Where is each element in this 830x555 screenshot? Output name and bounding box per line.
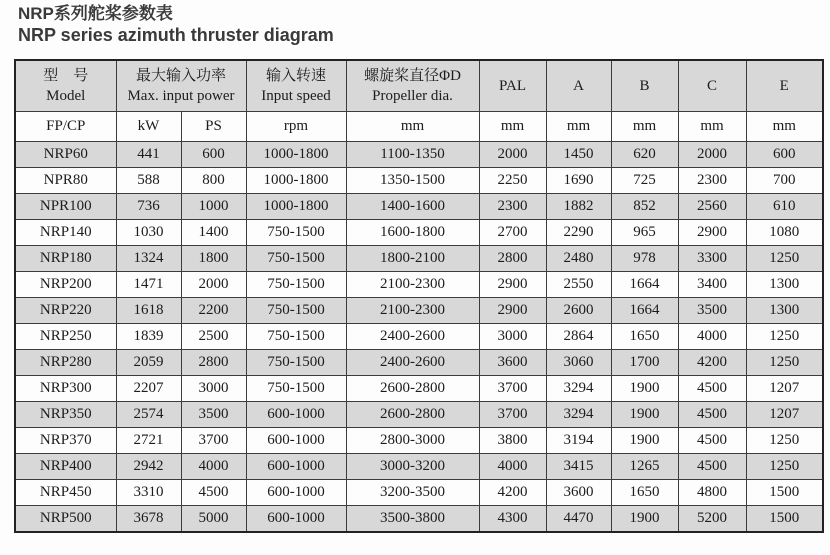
value-cell: 1324 <box>116 245 181 271</box>
value-cell: 3060 <box>546 349 611 375</box>
unit-propeller: mm <box>346 111 479 141</box>
model-cell: NRP300 <box>15 375 116 401</box>
value-cell: 1000-1800 <box>246 141 346 167</box>
unit-rpm: rpm <box>246 111 346 141</box>
value-cell: 4300 <box>479 505 546 532</box>
value-cell: 2200 <box>181 297 246 323</box>
value-cell: 4470 <box>546 505 611 532</box>
table-row <box>15 401 823 427</box>
model-cell: NPR100 <box>15 193 116 219</box>
value-cell: 3700 <box>479 375 546 401</box>
value-cell: 2600 <box>546 297 611 323</box>
value-cell: 3415 <box>546 453 611 479</box>
value-cell: 1650 <box>611 479 678 505</box>
value-cell: 600 <box>746 141 823 167</box>
model-cell: NRP400 <box>15 453 116 479</box>
header-max-input-power-en: Max. input power <box>127 87 235 104</box>
value-cell: 2300 <box>678 167 746 193</box>
value-cell: 3200-3500 <box>346 479 479 505</box>
model-cell: NRP140 <box>15 219 116 245</box>
value-cell: 725 <box>611 167 678 193</box>
value-cell: 736 <box>116 193 181 219</box>
value-cell: 1900 <box>611 505 678 532</box>
value-cell: 2000 <box>678 141 746 167</box>
value-cell: 600-1000 <box>246 453 346 479</box>
value-cell: 4200 <box>678 349 746 375</box>
value-cell: 441 <box>116 141 181 167</box>
value-cell: 1250 <box>746 453 823 479</box>
value-cell: 3300 <box>678 245 746 271</box>
value-cell: 1664 <box>611 297 678 323</box>
header-input-speed-en: Input speed <box>261 87 331 104</box>
value-cell: 2500 <box>181 323 246 349</box>
value-cell: 2550 <box>546 271 611 297</box>
page-titles <box>0 0 830 47</box>
unit-b: mm <box>611 111 678 141</box>
value-cell: 1000-1800 <box>246 193 346 219</box>
value-cell: 3310 <box>116 479 181 505</box>
value-cell: 2100-2300 <box>346 271 479 297</box>
value-cell: 3800 <box>479 427 546 453</box>
table-row <box>15 167 823 193</box>
value-cell: 4500 <box>181 479 246 505</box>
value-cell: 3600 <box>479 349 546 375</box>
value-cell: 1900 <box>611 427 678 453</box>
value-cell: 1500 <box>746 505 823 532</box>
table-body <box>15 141 823 532</box>
model-cell: NRP250 <box>15 323 116 349</box>
value-cell: 610 <box>746 193 823 219</box>
value-cell: 2900 <box>479 297 546 323</box>
header-b: B <box>611 60 678 112</box>
value-cell: 588 <box>116 167 181 193</box>
header-max-input-power-zh: 最大输入功率 <box>136 67 227 84</box>
value-cell: 3000 <box>479 323 546 349</box>
value-cell: 2290 <box>546 219 611 245</box>
value-cell: 3000 <box>181 375 246 401</box>
value-cell: 2800 <box>181 349 246 375</box>
value-cell: 600 <box>181 141 246 167</box>
value-cell: 1400 <box>181 219 246 245</box>
value-cell: 750-1500 <box>246 219 346 245</box>
value-cell: 2560 <box>678 193 746 219</box>
value-cell: 3600 <box>546 479 611 505</box>
value-cell: 750-1500 <box>246 271 346 297</box>
value-cell: 750-1500 <box>246 349 346 375</box>
table-row <box>15 245 823 271</box>
value-cell: 2400-2600 <box>346 323 479 349</box>
value-cell: 2942 <box>116 453 181 479</box>
value-cell: 2300 <box>479 193 546 219</box>
value-cell: 2600-2800 <box>346 401 479 427</box>
model-cell: NPR80 <box>15 167 116 193</box>
units-row <box>15 111 823 141</box>
value-cell: 2900 <box>479 271 546 297</box>
value-cell: 1900 <box>611 401 678 427</box>
model-cell: NRP220 <box>15 297 116 323</box>
value-cell: 750-1500 <box>246 297 346 323</box>
value-cell: 1600-1800 <box>346 219 479 245</box>
value-cell: 2800-3000 <box>346 427 479 453</box>
value-cell: 4000 <box>479 453 546 479</box>
value-cell: 1650 <box>611 323 678 349</box>
thruster-parameters-table <box>14 59 824 533</box>
value-cell: 1800-2100 <box>346 245 479 271</box>
header-model-en: Model <box>46 87 86 104</box>
value-cell: 800 <box>181 167 246 193</box>
value-cell: 1000-1800 <box>246 167 346 193</box>
table-row <box>15 193 823 219</box>
value-cell: 1100-1350 <box>346 141 479 167</box>
value-cell: 1207 <box>746 375 823 401</box>
table-row <box>15 271 823 297</box>
value-cell: 750-1500 <box>246 323 346 349</box>
unit-pal: mm <box>479 111 546 141</box>
value-cell: 1618 <box>116 297 181 323</box>
value-cell: 1664 <box>611 271 678 297</box>
unit-a: mm <box>546 111 611 141</box>
value-cell: 600-1000 <box>246 479 346 505</box>
value-cell: 2250 <box>479 167 546 193</box>
model-cell: NRP500 <box>15 505 116 532</box>
header-model-zh: 型 号 <box>43 67 89 84</box>
value-cell: 3700 <box>181 427 246 453</box>
model-cell: NRP60 <box>15 141 116 167</box>
header-e: E <box>746 60 823 112</box>
header-c: C <box>678 60 746 112</box>
value-cell: 700 <box>746 167 823 193</box>
table-row <box>15 479 823 505</box>
value-cell: 3500 <box>181 401 246 427</box>
header-input-speed-zh: 输入转速 <box>266 67 327 84</box>
header-max-input-power <box>116 60 246 112</box>
table-row <box>15 219 823 245</box>
value-cell: 2574 <box>116 401 181 427</box>
table-row <box>15 453 823 479</box>
value-cell: 1839 <box>116 323 181 349</box>
value-cell: 1265 <box>611 453 678 479</box>
value-cell: 1700 <box>611 349 678 375</box>
value-cell: 600-1000 <box>246 427 346 453</box>
header-input-speed <box>246 60 346 112</box>
table-row <box>15 141 823 167</box>
page-title-english: NRP series azimuth thruster diagram <box>18 25 334 46</box>
value-cell: 965 <box>611 219 678 245</box>
table-row <box>15 349 823 375</box>
header-propeller-dia-zh: 螺旋桨直径ΦD <box>364 67 461 84</box>
value-cell: 4000 <box>678 323 746 349</box>
value-cell: 1900 <box>611 375 678 401</box>
value-cell: 600-1000 <box>246 401 346 427</box>
value-cell: 1250 <box>746 323 823 349</box>
value-cell: 750-1500 <box>246 245 346 271</box>
value-cell: 5000 <box>181 505 246 532</box>
value-cell: 620 <box>611 141 678 167</box>
value-cell: 4200 <box>479 479 546 505</box>
model-cell: NRP370 <box>15 427 116 453</box>
value-cell: 3500-3800 <box>346 505 479 532</box>
header-pal: PAL <box>479 60 546 112</box>
value-cell: 1450 <box>546 141 611 167</box>
value-cell: 600-1000 <box>246 505 346 532</box>
header-row <box>15 60 823 112</box>
value-cell: 3400 <box>678 271 746 297</box>
value-cell: 4500 <box>678 401 746 427</box>
value-cell: 4800 <box>678 479 746 505</box>
model-cell: NRP450 <box>15 479 116 505</box>
value-cell: 2400-2600 <box>346 349 479 375</box>
model-cell: NRP280 <box>15 349 116 375</box>
value-cell: 5200 <box>678 505 746 532</box>
table-row <box>15 323 823 349</box>
value-cell: 1350-1500 <box>346 167 479 193</box>
table-header <box>15 60 823 112</box>
model-cell: NRP180 <box>15 245 116 271</box>
value-cell: 1080 <box>746 219 823 245</box>
header-model <box>15 60 116 112</box>
value-cell: 3678 <box>116 505 181 532</box>
value-cell: 1882 <box>546 193 611 219</box>
unit-c: mm <box>678 111 746 141</box>
value-cell: 750-1500 <box>246 375 346 401</box>
unit-model: FP/CP <box>15 111 116 141</box>
page-title-chinese: NRP系列舵桨参数表 <box>18 4 173 23</box>
value-cell: 1471 <box>116 271 181 297</box>
value-cell: 3294 <box>546 375 611 401</box>
value-cell: 978 <box>611 245 678 271</box>
model-cell: NRP350 <box>15 401 116 427</box>
value-cell: 2600-2800 <box>346 375 479 401</box>
value-cell: 2480 <box>546 245 611 271</box>
value-cell: 3700 <box>479 401 546 427</box>
value-cell: 2000 <box>479 141 546 167</box>
value-cell: 852 <box>611 193 678 219</box>
value-cell: 4500 <box>678 427 746 453</box>
value-cell: 1250 <box>746 245 823 271</box>
value-cell: 1300 <box>746 297 823 323</box>
value-cell: 3294 <box>546 401 611 427</box>
value-cell: 4500 <box>678 453 746 479</box>
header-propeller-dia <box>346 60 479 112</box>
value-cell: 4000 <box>181 453 246 479</box>
value-cell: 1030 <box>116 219 181 245</box>
model-cell: NRP200 <box>15 271 116 297</box>
value-cell: 1207 <box>746 401 823 427</box>
value-cell: 3000-3200 <box>346 453 479 479</box>
value-cell: 2721 <box>116 427 181 453</box>
header-propeller-dia-en: Propeller dia. <box>372 87 453 104</box>
header-a: A <box>546 60 611 112</box>
table-row <box>15 427 823 453</box>
unit-ps: PS <box>181 111 246 141</box>
value-cell: 2900 <box>678 219 746 245</box>
unit-e: mm <box>746 111 823 141</box>
value-cell: 1250 <box>746 427 823 453</box>
value-cell: 2100-2300 <box>346 297 479 323</box>
value-cell: 1690 <box>546 167 611 193</box>
value-cell: 2700 <box>479 219 546 245</box>
value-cell: 1500 <box>746 479 823 505</box>
value-cell: 1400-1600 <box>346 193 479 219</box>
value-cell: 2864 <box>546 323 611 349</box>
value-cell: 1000 <box>181 193 246 219</box>
unit-kw: kW <box>116 111 181 141</box>
value-cell: 2207 <box>116 375 181 401</box>
value-cell: 3194 <box>546 427 611 453</box>
value-cell: 4500 <box>678 375 746 401</box>
value-cell: 2059 <box>116 349 181 375</box>
table-row <box>15 505 823 532</box>
value-cell: 2000 <box>181 271 246 297</box>
value-cell: 1250 <box>746 349 823 375</box>
table-row <box>15 297 823 323</box>
value-cell: 1800 <box>181 245 246 271</box>
value-cell: 2800 <box>479 245 546 271</box>
value-cell: 3500 <box>678 297 746 323</box>
table-row <box>15 375 823 401</box>
value-cell: 1300 <box>746 271 823 297</box>
